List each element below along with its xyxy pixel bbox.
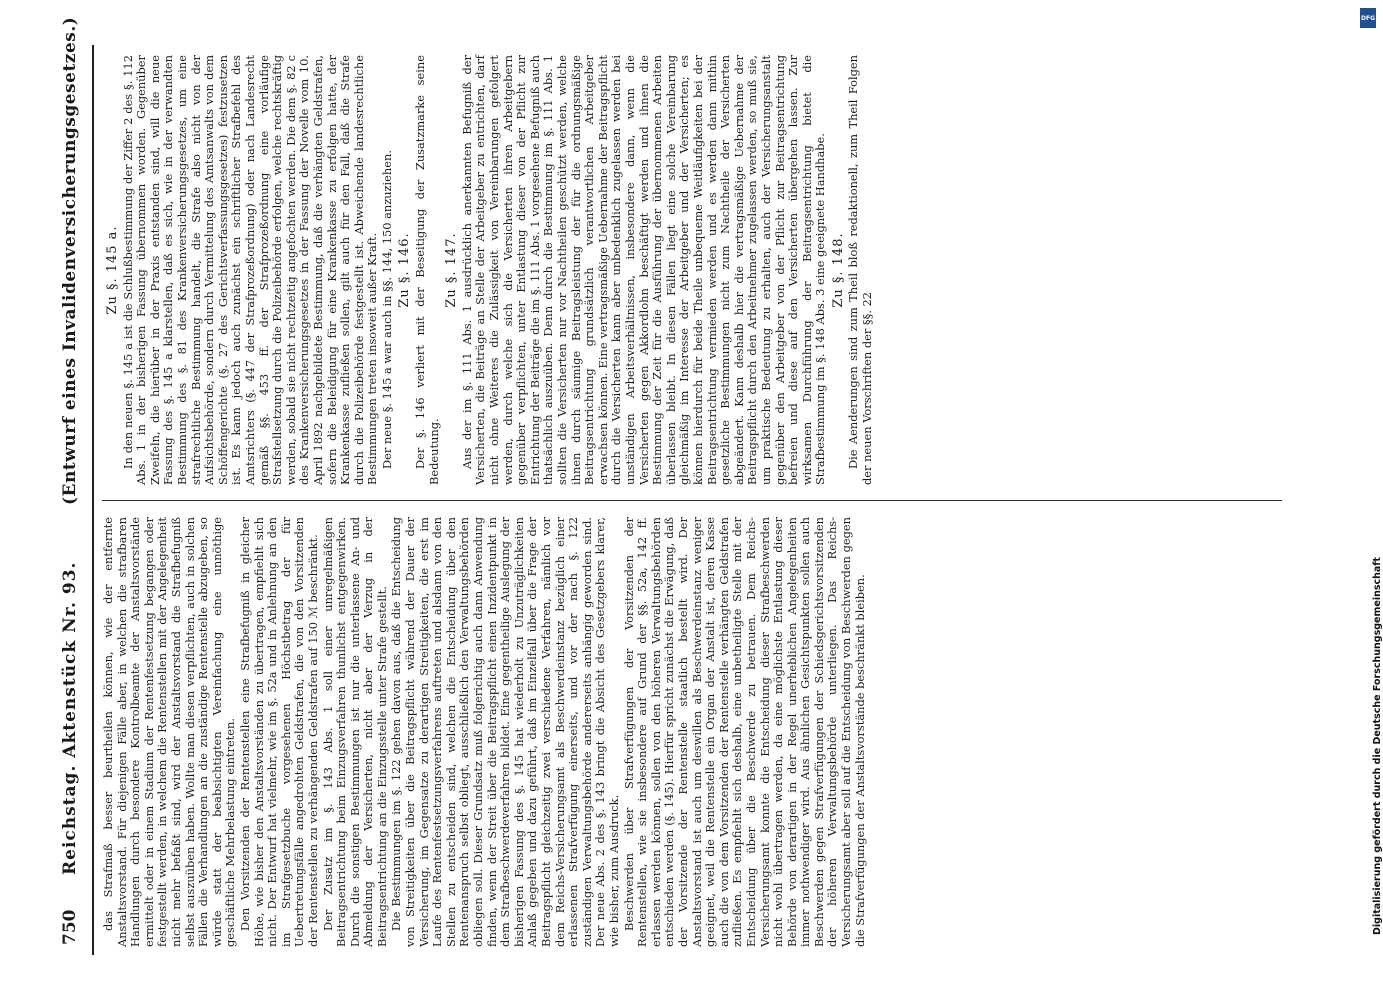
page-number: 750: [60, 909, 80, 945]
page-title: Reichstag. Aktenstück Nr. 93.: [60, 561, 80, 875]
paragraph: Beschwerden über Strafverfügungen der Vorsitzenden der Rentenstellen, wie sie insbesondere auf Grund der §§. 52a, 142 ff. erlassen werden können, sollen von den höheren Verwaltungsbehörden entschieden werden (§. 145). Hierfür spricht zunächst die Erwägung, daß der Vorsitzende der Rentenstelle staatlich bestellt wird. Der Anstaltsvorstand ist auch um deswillen als Beschwerdeinstanz weniger geeignet, weil die Rentenstelle ein Organ der Anstalt ist, deren Kasse auch die von dem Vorsitzenden der Rentenstelle verhängten Geldstrafen zufließen. Es empfiehlt sich deshalb, eine unbetheiligte Stelle mit der Entscheidung über die Beschwerde zu betrauen. Dem Reichs-Versicherungsamt konnte die Entscheidung dieser Strafbeschwerden nicht wohl übertragen werden, da eine möglichste Entlastung dieser Behörde von derartigen in der Regel unerheblichen Angelegenheiten immer nothwendiger wird. Aus ähnlichen Gesichtspunkten sollen auch Beschwerden gegen Strafverfügungen der Schiedsgerichtsvorsitzenden der höheren Verwaltungsbehörde unterliegen. Das Reichs-Versicherungsamt aber soll auf die Entscheidung von Beschwerden gegen die Strafverfügungen der Anstaltsvorstände beschränkt bleiben.: [621, 517, 867, 947]
paragraph: Die Bestimmungen im §. 122 gehen davon aus, daß die Entscheidung von Streitigkeiten über die Beitragspflicht während der Dauer der Versicherung, im Gegensatze zu derartigen Streitigkeiten, die erst im Laufe des Rentenfestsetzungsverfahrens auftreten und alsdann von den Stellen zu entscheiden sind, welchen die Entscheidung über den Rentenanspruch selbst obliegt, ausschließlich den Verwaltungsbehörden obliegen soll. Dieser Grundsatz muß folgerichtig auch dann Anwendung finden, wenn der Streit über die Beitragspflicht einen Inzidentpunkt in dem Strafbeschwerdeverfahren bildet. Eine gegentheilige Auslegung der bisherigen Fassung des §. 145 hat wiederholt zu Unzuträglichkeiten Anlaß gegeben und dazu geführt, daß im Einzelfall über die Frage der Beitragspflicht gleichzeitig zwei verschiedene Verfahren, nämlich vor dem Reichs-Versicherungsamt als Beschwerdeinstanz bezüglich einer erlassenen Strafverfügung einerseits, und vor der nach §. 122 zuständigen Verwaltungsbehörde andererseits anhängig geworden sind. Der neue Abs. 2 des §. 143 bringt die Absicht des Gesetzgebers klarer, wie bisher, zum Ausdruck.: [389, 517, 621, 947]
paragraph: Der Zusatz im §. 143 Abs. 1 soll einer unregelmäßigen Beitragsentrichtung beim Einzugsverfahren thunlichst entgegenwirken. Durch die sonstigen Bestimmungen ist nur die unterlassene An- und Abmeldung der Versicherten, nicht aber der Verzug in der Beitragsentrichtung an die Einzugsstelle unter Strafe gestellt.: [320, 517, 389, 947]
page-subtitle: (Entwurf eines Invalidenversicherungsgesetzes.): [60, 16, 80, 505]
section-heading: Zu §. 146.: [397, 232, 413, 308]
left-column: [102, 517, 868, 947]
right-column: [102, 55, 876, 485]
paragraph: das Strafmaß besser beurtheilen können, wie der entfernte Anstaltsvorstand. Für diejenigen Fälle aber, in welchen die strafbaren Handlungen durch besondere Kontrolbeamte der Anstaltsvorstände ermittelt oder in einem Stadium der Rentenfestsetzung begangen oder festgestellt werden, in welchem die Rentenstellen mit der Angelegenheit nicht mehr befaßt sind, wird der Anstaltsvorstand die Strafbefugniß selbst auszuüben haben. Wollte man diesen verpflichten, auch in solchen Fällen die Verhandlungen an die zuständige Rentenstelle abzugeben, so würde statt der beabsichtigten Vereinfachung eine unnöthige geschäftliche Mehrbelastung eintreten.: [101, 517, 238, 947]
page-header: [60, 16, 90, 945]
paragraph: Die Aenderungen sind zum Theil bloß redaktionell, zum Theil Folgen der neuen Vorschriften der §§. 22: [846, 55, 875, 485]
header-rule: [92, 45, 94, 955]
footer-credit: Digitalisierung gefördert durch die Deutsche Forschungsgemeinschaft: [1372, 557, 1383, 935]
paragraph: In den neuen §. 145 a ist die Schlußbestimmung der Ziffer 2 des §. 112 Abs. 1 in der bisherigen Fassung übernommen worden. Gegenüber Zweifeln, die hierüber in der Praxis entstanden sind, will die neue Fassung des §. 145 a klarstellen, daß es sich, wie in der verwandten Bestimmung des §. 81 des Krankenversicherungsgesetzes, um eine strafrechtliche Bestimmung handelt, die Strafe also nicht von der Aufsichtsbehörde, sondern durch Vermittelung des Amtsanwalts von dem Schöffengerichte (§. 27 des Gerichtsverfassungsgesetzes) festzusetzen ist. Es kann jedoch auch zunächst ein schriftlicher Strafbefehl des Amtsrichters (§. 447 der Strafprozeßordnung) oder nach Landesrecht gemäß §§. 453 ff. der Strafprozeßordnung eine vorläufige Strafstellsetzung durch die Polizeibehörde erfolgen, welche rechtskräftig werden, sobald sie nicht rechtzeitig angefochten werden. Die dem §. 82 c des Krankenversicherungsgesetzes in der Fassung der Novelle vom 10. April 1892 nachgebildete Bestimmung, daß die verhängten Geldstrafen, sofern die Beleidigung für eine Krankenkasse zu erfolgen hatte, der Krankenkasse zufließen sollen, gilt auch für den Fall, daß die Strafe durch die Polizeibehörde festgestellt ist. Abweichende landesrechtliche Bestimmungen treten insoweit außer Kraft.: [120, 55, 380, 485]
section-heading: Zu §. 148.: [830, 232, 846, 308]
column-divider: [102, 500, 1282, 501]
section-heading: Zu §. 145 a.: [105, 225, 120, 315]
paragraph: Den Vorsitzenden der Rentenstellen eine Strafbefugniß in gleicher Höhe, wie bisher den Anstaltsvorständen zu übertragen, empfiehlt sich nicht. Der Entwurf hat vielmehr, wie im §. 52a und in Anlehnung an den im Strafgesetzbuche vorgesehenen Höchstbetrag der für Uebertretungsfälle angedrohten Geldstrafen, die von den Vorsitzenden der Rentenstellen zu verhängenden Geldstrafen auf 150 ℳ beschränkt.: [237, 517, 320, 947]
document-page: [40, 16, 1320, 955]
dfg-logo: DFG: [1360, 8, 1376, 28]
paragraph: Der §. 146 verliert mit der Beseitigung der Zusatzmarke seine Bedeutung.: [413, 55, 441, 485]
paragraph: Aus der im §. 111 Abs. 1 ausdrücklich anerkannten Befugniß der Versicherten, die Beiträge an Stelle der Arbeitgeber zu entrichten, darf nicht ohne Weiteres die Zulässigkeit von Vereinbarungen gefolgert werden, durch welche sich die Versicherten ihren Arbeitgebern gegenüber verpflichten, unter Entlastung dieser von der Pflicht zur Entrichtung der Beiträge die im §. 111 Abs. 1 vorgesehene Befugniß auch thatsächlich auszuüben. Denn durch die Bestimmung im §. 111 Abs. 1 sollten die Versicherten nur vor Nachtheilen geschützt werden, welche ihnen durch säumige Beitragsleistung der für die ordnungsmäßige Beitragsentrichtung grundsätzlich verantwortlichen Arbeitgeber erwachsen können. Eine vertragsmäßige Uebernahme der Beitragspflicht durch die Versicherten kann aber unbedenklich zugelassen werden bei unständigen Arbeitsverhältnissen, insbesondere dann, wenn die Versicherten gegen Akkordlohn beschäftigt werden und ihnen die Bestimmung der Zeit für die Ausführung der übernommenen Arbeiten überlassen bleibt. In diesen Fällen liegt eine solche Vereinbarung gleichmäßig im Interesse der Arbeitgeber und der Versicherten; es können hierdurch für beide Theile unbequeme Weitläufigkeiten bei der Beitragsentrichtung vermieden werden und es werden dann mithin gesetzliche Bestimmungen nicht zum Nachtheile der Versicherten abgeändert. Kann deshalb hier die vertragsmäßige Uebernahme der Beitragspflicht durch den Arbeitnehmer zugelassen werden, so muß sie, um praktische Bedeutung zu erhalten, auch der Versicherungsanstalt gegenüber den Arbeitgeber von der Pflicht zur Beitragsentrichtung befreien und diese auf den Versicherten übergehen lassen. Zur wirksamen Durchführung der Beitragsentrichtung bietet die Strafbestimmung im §. 148 Abs. 3 eine geeignete Handhabe.: [459, 55, 828, 485]
paragraph: Der neue §. 145 a war auch in §§. 144, 150 anzuziehen.: [379, 150, 394, 469]
section-heading: Zu §. 147.: [444, 232, 460, 308]
